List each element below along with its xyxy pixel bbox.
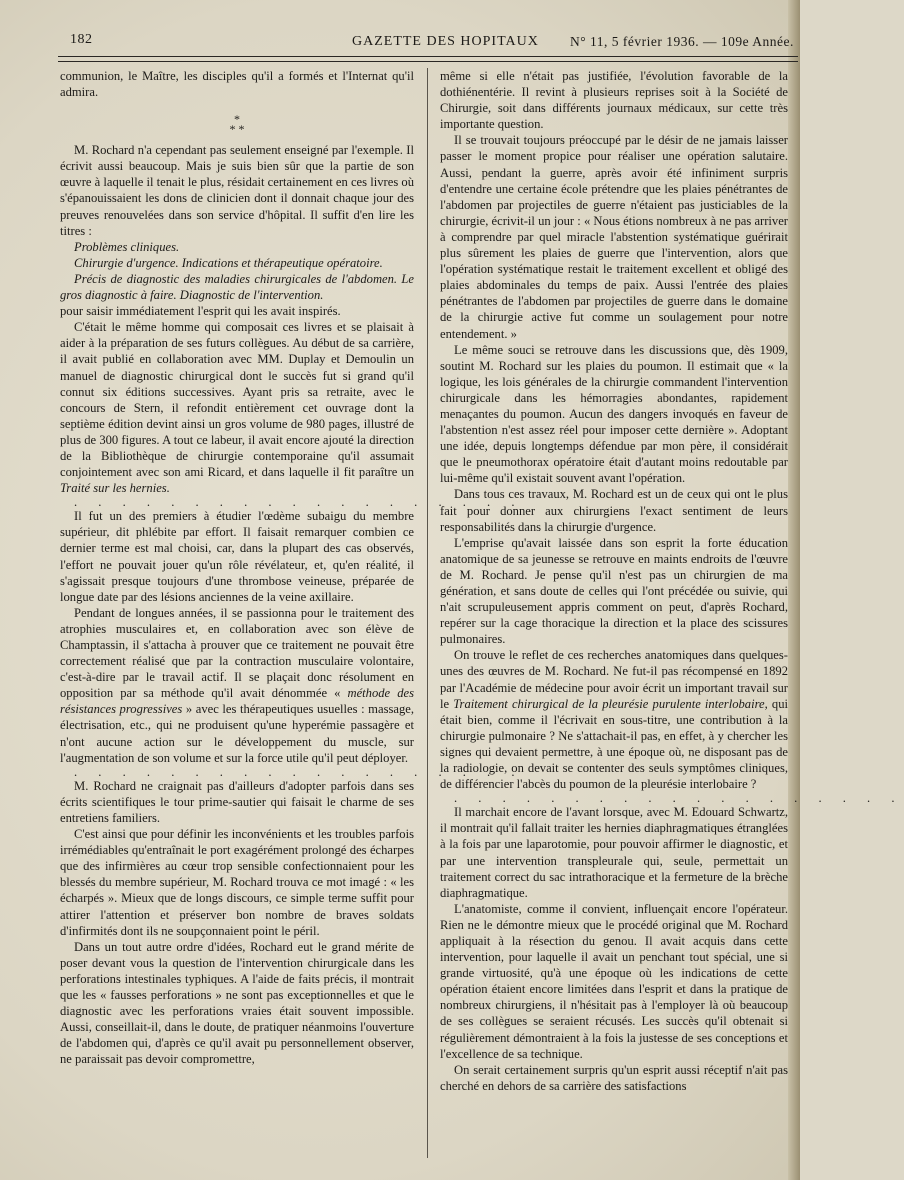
dotted-separator: . . . . . . . . . . . . . . . . . . . [74, 495, 524, 510]
book-title: Problèmes cliniques. [74, 239, 180, 254]
paragraph: communion, le Maître, les disciples qu'il a formés et l'Internat qu'il admira. [60, 69, 414, 100]
issue-info: N° 11, 5 février 1936. — 109e Année. [570, 34, 794, 49]
dotted-separator: . . . . . . . . . . . . . . . . . . . [74, 764, 524, 779]
journal-title: GAZETTE DES HOPITAUX [352, 34, 539, 49]
book-title-inline: Traité sur les hernies. [60, 481, 170, 496]
separator-stars: * * [229, 122, 245, 137]
paragraph: même si elle n'était pas justifiée, l'évolution favorable de la dothiénentérie. Il revint à plusieurs reprises soit à la Société de Chirurgie, soit dans différents journaux médicaux, sur cette très importante question. [440, 69, 788, 132]
paragraph-text: qui était bien, comme il l'écrivait en sous-titre, une contribution à la chirurgie pulmonaire ? Ne s'attachait-il pas, en effet, à y chercher les signes qui devaient permettre, à une époque où, ne disposant pas de la radiologie, on devait se contenter des seuls symptômes cliniques, de différencier l'abcès du poumon de la pleurésie interlobaire ? [440, 696, 788, 792]
section-separator [60, 112, 414, 137]
paragraph: Dans tous ces travaux, M. Rochard est un de ceux qui ont le plus fait pour donner aux chirurgiens l'exact sentiment de leurs responsabilités dans la chirurgie d'urgence. [440, 487, 788, 534]
left-column [60, 68, 524, 1067]
paragraph: L'anatomiste, comme il convient, influençait encore l'opérateur. Rien ne le démontre mieux que le procédé original que M. Rochard appliquait à la résection du genou. Il avait acquis dans cette intervention, pour laquelle il avait un penchant tout spécial, une si grande virtuosité, qu'à une époque où les indications de cette opération étaient encore limitées dans l'esprit et dans la pratique de nombreux chirurgiens, il n'hésitait pas à l'employer là où beaucoup de ses collègues se seraient récusés. Les succès qu'il obtenait si régulièrement démontraient à la fois la justesse de ses conceptions et l'excellence de sa technique. [440, 901, 788, 1061]
paragraph: Dans un tout autre ordre d'idées, Rochard eut le grand mérite de poser devant vous la question de l'intervention chirurgicale dans les perforations intestinales typhiques. A l'aide de faits précis, il montrait que les « fausses perforations » ne sont pas exceptionnelles et que le diagnostic avec les perforations vraies était souvent impossible. Aussi, conseillait-il, dans le doute, de pratiquer néanmoins l'ouverture de l'abdomen qui, d'après ce qu'il avait pu personnellement observer, ne paraissait pas devoir compromettre, [60, 939, 414, 1067]
paragraph: Le même souci se retrouve dans les discussions que, dès 1909, soutint M. Rochard sur les plaies du poumon. Il estimait que « la logique, les lois générales de la chirurgie commandent l'intervention chirurgicale dans les hémorragies abondantes, rapidement menaçantes du poumon. Aucun des dangers invoqués en faveur de l'abstention n'est assez réel pour imposer cette dernière ». Adoptant une idée, depuis longtemps défendue par mon père, il considérait que le pneumothorax opératoire était d'autant moins redoutable par lui-même qu'il existait souvent avant l'opération. [440, 342, 788, 486]
paragraph: L'emprise qu'avait laissée dans son esprit la forte éducation anatomique de sa jeunesse se retrouve en maints endroits de l'œuvre de M. Rochard. Je pense qu'il n'est pas un chirurgien de ma génération, et sans doute de celles qui l'ont précédée ou suivie, qui n'ait scrupuleusement appris comment on peut, d'après Rochard, repérer sur la cage thoracique la direction et la place des scissures pulmonaires. [440, 535, 788, 647]
page-header [62, 28, 794, 56]
paragraph-text: Pendant de longues années, il se passionna pour le traitement des atrophies musculaires et, en collaboration avec son élève de Champtassin, il s'attacha à prouver que ce traitement ne pouvait être correctement réalisé que par la contraction musculaire volontaire, c'est-à-dire par le travail actif. Il se plaçait donc résolument en opposition par sa méthode qu'il avait dénommée « [60, 605, 414, 701]
paragraph: Il se trouvait toujours préoccupé par le désir de ne jamais laisser passer le moment propice pour réaliser une opération salutaire. Aussi, pendant la guerre, après avoir été infiniment surpris d'entendre une certaine école prétendre que les plaies pénétrantes de l'abdomen par projectiles de guerre n'étaient pas justiciables de la chirurgie, écrivit-il un jour : « Nous étions nombreux à ne pas arriver à comprendre par quel miracle l'abstention systématique guérirait plus sûrement les plaies de guerre que l'intervention, alors que l'opération systématique restait le traitement excellent et obligé des plaies abdominales du temps de paix. Aussi l'entrée des plaies pénétrantes de l'abdomen par projectiles de guerre dans le domaine de la chirurgie active fut comme un soulagement pour notre entendement. » [440, 133, 788, 341]
method-name: méthode des résistances progressives [60, 686, 414, 717]
book-title: Chirurgie d'urgence. Indications et thérapeutique opératoire. [74, 255, 383, 270]
paragraph: On serait certainement surpris qu'un esprit aussi réceptif n'ait pas cherché en dehors de sa carrière des satisfactions [440, 1062, 788, 1093]
paragraph: M. Rochard ne craignait pas d'ailleurs d'adopter parfois dans ses écrits scientifiques le tour prime-sautier qui faisait le charme de ses entretiens familiers. [60, 778, 414, 825]
column-separator [427, 68, 428, 1158]
page-edge-shadow [788, 0, 800, 1180]
paragraph: pour saisir immédiatement l'esprit qui les avait inspirés. [60, 304, 341, 319]
paragraph [60, 605, 414, 766]
paragraph: C'est ainsi que pour définir les inconvénients et les troubles parfois irrémédiables qu'entraînait le port exagérément prolongé des écharpes que des infirmières au cœur trop sensible confectionnaient pour les blessés du membre supérieur, M. Rochard trouva ce mot imagé : « les écharpés ». Mieux que de longs discours, ce simple terme suffit pour attirer l'attention et préserver bon nombre de braves soldats d'infirmités dont ils ne soupçonnaient point le péril. [60, 827, 414, 938]
header-rule [58, 56, 798, 57]
work-title-inline: Traitement chirurgical de la pleurésie purulente interlobaire, [453, 696, 768, 711]
paragraph: Il fut un des premiers à étudier l'œdème subaigu du membre supérieur, dit phlébite par effort. Il faisait remarquer combien ce dernier terme est mal choisi, car, dans la plupart des cas observés, l'effort ne pouvait jouer qu'un rôle révélateur, et, qu'en réalité, il s'agissait presque toujours d'une thrombose veineuse, préparée de longue date par des lésions anciennes de la veine axillaire. [60, 509, 414, 604]
paragraph-text: On trouve le reflet de ces recherches anatomiques dans quelques-unes des œuvres de M. Rochard. Ne fut-il pas récompensé en 1892 par l'Académie de médecine pour avoir écrit un important travail sur le [440, 648, 788, 711]
paragraph-text: C'était le même homme qui composait ces livres et se plaisait à aider à la préparation de ses futurs collègues. Au début de sa carrière, il avait publié en collaboration avec MM. Duplay et Demoulin un manuel de diagnostic chirurgical dont le succès fut si grand qu'il connut six éditions successives. Ayant pris sa retraite, avec le concours de Stern, il refondit entièrement cet ouvrage dont la septième édition devint ainsi un gros volume de 980 pages, illustré de plus de 300 figures. A tout ce labeur, il avait encore ajouté la direction de la Bibliothèque de chirurgie contemporaine qu'il assumait conjointement avec son ami Ricard, et dans laquelle il fit paraître un [60, 320, 414, 480]
right-column [440, 68, 904, 1094]
separator-star: * [234, 112, 240, 127]
paragraph-text: » avec les thérapeutiques usuelles : massage, électrisation, etc., qui ne produisent qu'une hyperémie passagère et n'ont aucune action sur le développement du muscle, sur l'augmentation de son volume et sur la force utile qu'il peut déployer. [60, 702, 414, 765]
dotted-separator: . . . . . . . . . . . . . . . . . . . [454, 791, 904, 806]
header-rule-thin [58, 61, 798, 62]
paragraph [440, 647, 788, 792]
paragraph [60, 319, 414, 496]
page-number: 182 [70, 32, 93, 47]
paragraph: Il marchait encore de l'avant lorsque, avec M. Edouard Schwartz, il montrait qu'il fallait traiter les hernies diaphragmatiques étranglées à la fois par une laparotomie, pour pouvoir affirmer le diagnostic, et par une intervention transpleurale qui, seule, permettait un traitement correct du sac intrathoracique et la fermeture de la brèche diaphragmatique. [440, 805, 788, 900]
book-title: Précis de diagnostic des maladies chirurgicales de l'abdomen. Le gros diagnostic à faire. Diagnostic de l'intervention. [60, 271, 414, 303]
paragraph: M. Rochard n'a cependant pas seulement enseigné par l'exemple. Il écrivit aussi beaucoup. Mais je suis bien sûr que la partie de son œuvre à laquelle il tenait le plus, résidait certainement en ces livres où s'épanouissaient les dons de clinicien dont il donnait chaque jour des preuves renouvelées dans son service d'hôpital. Il suffit d'en lire les titres : [60, 143, 414, 238]
